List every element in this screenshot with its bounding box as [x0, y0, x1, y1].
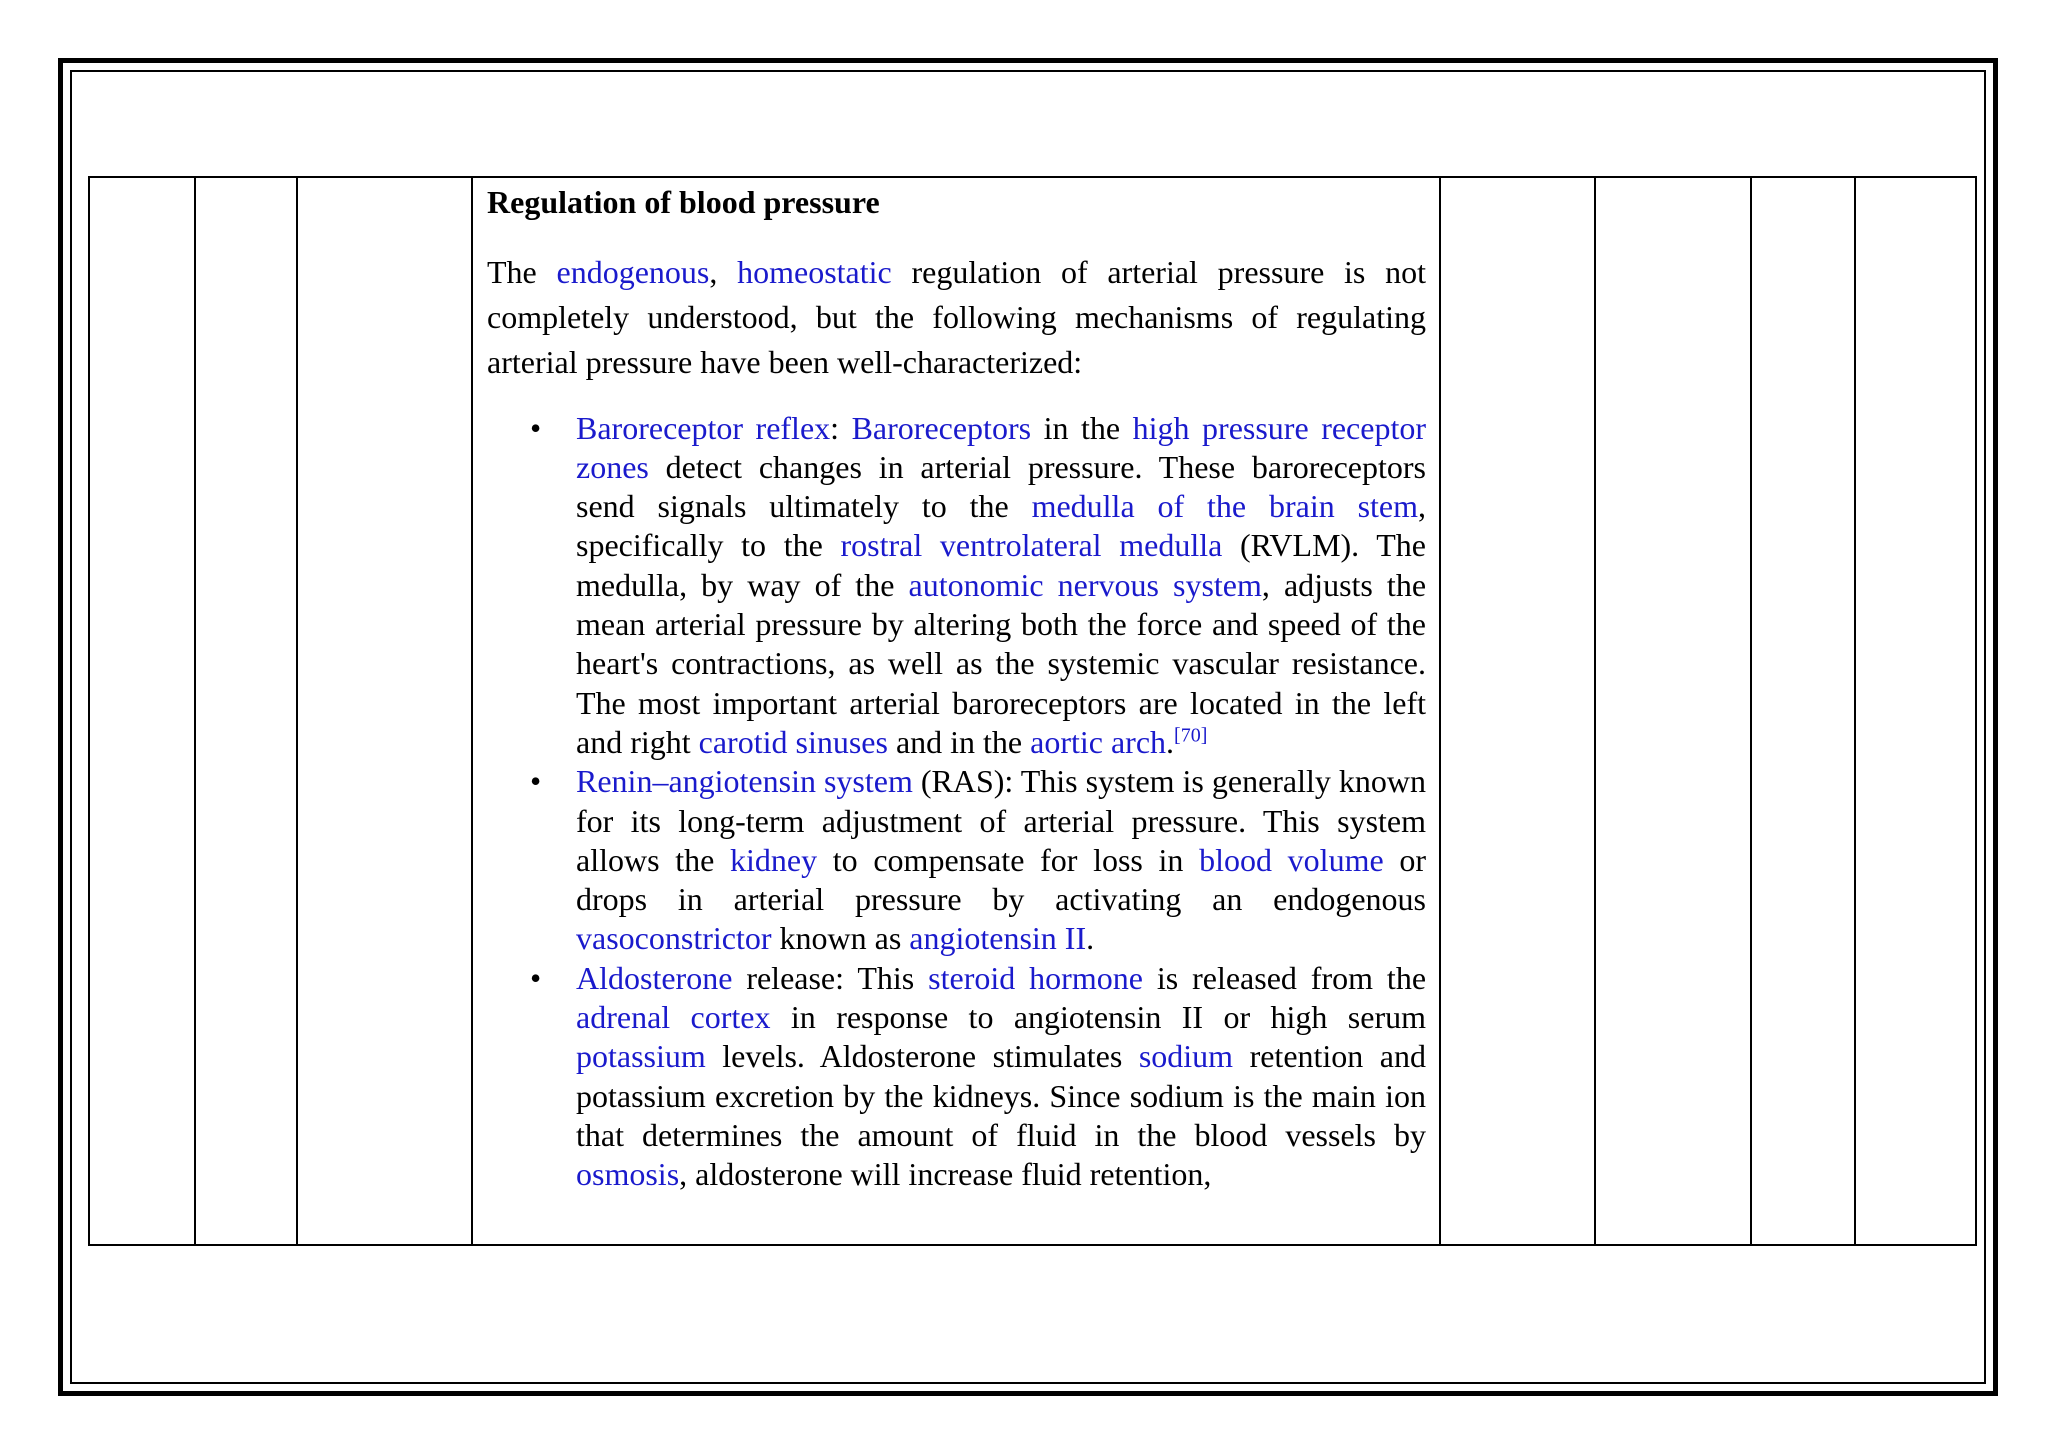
link-homeostatic[interactable]: homeostatic — [737, 253, 892, 290]
list-text: . — [1166, 723, 1175, 760]
section-heading: Regulation of blood pressure — [487, 184, 880, 220]
link-osmosis[interactable]: osmosis — [576, 1156, 680, 1193]
empty-cell — [89, 177, 195, 1245]
link-steroid-hormone[interactable]: steroid hormone — [928, 959, 1143, 996]
bullet-icon: • — [530, 763, 542, 800]
list-text: known as — [771, 920, 910, 957]
link-baroreceptor-reflex[interactable]: Baroreceptor reflex — [576, 409, 831, 446]
empty-cell — [297, 177, 472, 1245]
document-table — [88, 176, 1977, 1246]
link-sodium[interactable]: sodium — [1138, 1038, 1234, 1075]
intro-paragraph — [487, 250, 1426, 385]
list-text: is released from the — [1142, 959, 1427, 996]
list-text: detect changes in arterial pressure. These baroreceptors send signals ultimately to the — [576, 448, 1426, 525]
list-item-baroreceptor-reflex — [530, 409, 1427, 763]
list-text: levels. Aldosterone stimulates — [705, 1038, 1139, 1075]
intro-text: regulation of arterial pressure is not completely understood, but the following mechanisms of regulating arterial pressure have been well-characterized: — [487, 253, 1427, 380]
list-item-renin-angiotensin-system — [530, 762, 1427, 958]
citation-70[interactable]: [70] — [1174, 724, 1208, 747]
bullet-icon: • — [530, 409, 542, 446]
table-row — [89, 177, 1976, 1245]
link-kidney[interactable]: kidney — [730, 841, 818, 878]
empty-cell — [1595, 177, 1751, 1245]
list-text: , specifically to the — [576, 488, 1427, 564]
list-text: to compensate for loss in — [817, 841, 1200, 878]
link-blood-volume[interactable]: blood volume — [1199, 841, 1384, 878]
link-potassium[interactable]: potassium — [576, 1038, 706, 1075]
link-rostral-ventrolateral-medulla[interactable]: rostral ventrolateral medulla — [840, 527, 1223, 564]
empty-cell — [1855, 177, 1976, 1245]
link-adrenal-cortex[interactable]: adrenal cortex — [576, 999, 771, 1036]
list-text: , adjusts the mean arterial pressure by altering both the force and speed of the heart's contractions, as well as the systemic vascular resistance. The most important arterial baroreceptors are located in the left and right — [576, 566, 1427, 760]
mechanism-list — [487, 409, 1426, 1195]
list-text: (RVLM). The medulla, by way of the — [576, 527, 1427, 603]
link-carotid-sinuses[interactable]: carotid sinuses — [698, 723, 888, 760]
intro-text: The — [487, 253, 557, 290]
list-item-aldosterone-release — [530, 959, 1427, 1195]
list-text: . — [1086, 920, 1095, 957]
list-text: in response to angiotensin II or high serum — [770, 999, 1427, 1036]
empty-cell — [1440, 177, 1595, 1245]
empty-cell — [1751, 177, 1855, 1245]
link-autonomic-nervous-system[interactable]: autonomic nervous system — [908, 566, 1262, 603]
list-text: (RAS): This system is generally known for its long-term adjustment of arterial pressure. This system allows the — [576, 763, 1427, 878]
link-renin-angiotensin-system[interactable]: Renin–angiotensin system — [576, 763, 913, 800]
content-area — [473, 178, 1439, 1195]
link-aortic-arch[interactable]: aortic arch — [1030, 723, 1167, 760]
link-medulla-of-the-brain-stem[interactable]: medulla of the brain stem — [1031, 488, 1419, 525]
empty-cell — [195, 177, 297, 1245]
list-text: in the — [1031, 409, 1133, 446]
intro-text: , — [709, 253, 738, 290]
content-cell — [472, 177, 1440, 1245]
list-text: , aldosterone will increase fluid retention, — [679, 1156, 1212, 1193]
link-endogenous[interactable]: endogenous — [556, 253, 710, 290]
bullet-icon: • — [530, 959, 542, 996]
link-vasoconstrictor[interactable]: vasoconstrictor — [576, 920, 772, 957]
list-text: and in the — [887, 723, 1031, 760]
link-angiotensin-ii[interactable]: angiotensin II — [909, 920, 1087, 957]
list-text: or drops in arterial pressure by activating an endogenous — [576, 841, 1427, 918]
link-high-pressure-receptor-zones[interactable]: high pressure receptor zones — [576, 409, 1427, 485]
list-text: release: This — [732, 959, 929, 996]
link-aldosterone[interactable]: Aldosterone — [576, 959, 733, 996]
list-text: : — [830, 409, 852, 446]
link-baroreceptors[interactable]: Baroreceptors — [851, 409, 1032, 446]
list-text: retention and potassium excretion by the kidneys. Since sodium is the main ion that determines the amount of fluid in the blood vessels by — [576, 1038, 1426, 1153]
